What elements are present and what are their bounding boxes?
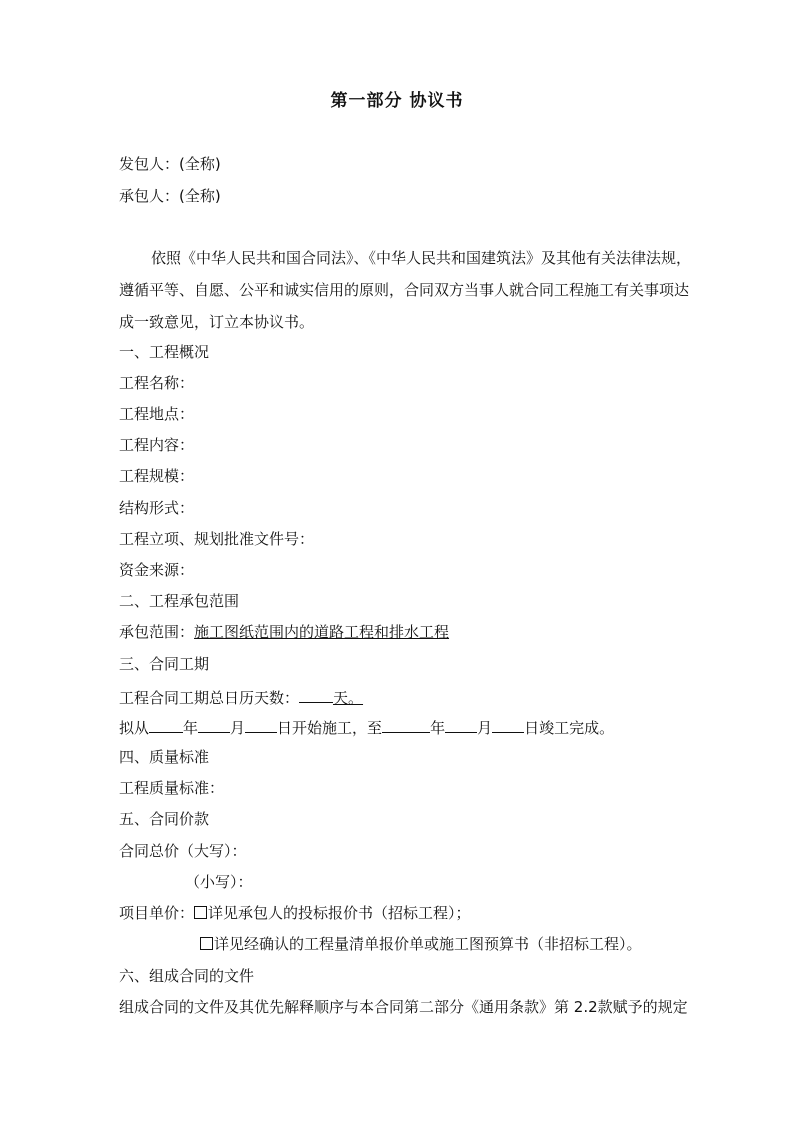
- schedule-text-year: 年: [183, 719, 199, 737]
- structure-label: 结构形式：: [119, 499, 195, 517]
- section2-heading: 二、工程承包范围: [119, 592, 240, 610]
- days-blank: [299, 686, 333, 703]
- project-scale-label: 工程规模：: [119, 467, 195, 485]
- page-title: 第一部分 协议书: [330, 91, 464, 111]
- funding-source-label: 资金来源：: [119, 561, 195, 579]
- scope-line: [119, 622, 449, 642]
- schedule-line: [119, 716, 614, 738]
- start-year-blank: [149, 716, 183, 733]
- schedule-text-month: 月: [230, 719, 246, 737]
- project-location-label: 工程地点：: [119, 405, 195, 423]
- contractor-line: 承包人：(全称): [119, 187, 221, 205]
- unit-price-label: 项目单价：: [119, 904, 195, 922]
- unit-price-option-2: 详见经确认的工程量清单报价单或施工图预算书（非招标工程）。: [214, 935, 642, 953]
- intro-line-1: 依照《中华人民共和国合同法》、《中华人民共和国建筑法》及其他有关法律法规，: [151, 249, 692, 267]
- schedule-text-start: 日开始施工，至: [277, 719, 383, 737]
- section1-heading: 一、工程概况: [119, 343, 210, 361]
- days-unit: 天。: [333, 689, 364, 707]
- checkbox-icon[interactable]: [194, 906, 207, 919]
- total-price-upper-label: 合同总价（大写）：: [119, 842, 247, 860]
- end-year-blank: [382, 716, 430, 733]
- unit-price-option-1: 详见承包人的投标报价书（招标工程）；: [208, 904, 471, 922]
- start-day-blank: [245, 716, 277, 733]
- intro-line-3: 成一致意见，订立本协议书。: [119, 313, 315, 331]
- total-days-label: 工程合同工期总日历天数：: [119, 689, 300, 707]
- scope-label: 承包范围：: [119, 623, 195, 641]
- project-content-label: 工程内容：: [119, 436, 195, 454]
- start-month-blank: [198, 716, 230, 733]
- scope-value: 施工图纸范围内的道路工程和排水工程: [194, 623, 450, 641]
- unit-price-line: [119, 903, 471, 923]
- schedule-text-year-2: 年: [430, 719, 446, 737]
- intro-line-2: 遵循平等、自愿、公平和诚实信用的原则，合同双方当事人就合同工程施工有关事项达: [119, 281, 690, 299]
- total-price-lower-label: （小写）：: [185, 873, 253, 891]
- project-name-label: 工程名称：: [119, 374, 195, 392]
- approval-number-label: 工程立项、规划批准文件号：: [119, 530, 315, 548]
- section3-heading: 三、合同工期: [119, 655, 210, 673]
- contract-documents-text: 组成合同的文件及其优先解释顺序与本合同第二部分《通用条款》第 2.2款赋予的规定: [119, 998, 688, 1016]
- schedule-text-from: 拟从: [119, 719, 150, 737]
- total-days-line: [119, 686, 363, 708]
- section6-heading: 六、组成合同的文件: [119, 967, 255, 985]
- checkbox-icon[interactable]: [200, 937, 213, 950]
- schedule-text-end: 日竣工完成。: [524, 719, 615, 737]
- section5-heading: 五、合同价款: [119, 810, 210, 828]
- end-month-blank: [445, 716, 477, 733]
- employer-line: 发包人：(全称): [119, 155, 221, 173]
- section4-heading: 四、质量标准: [119, 748, 210, 766]
- unit-price-option-2-line: [200, 934, 642, 954]
- quality-standard-label: 工程质量标准：: [119, 779, 225, 797]
- end-day-blank: [492, 716, 524, 733]
- schedule-text-month-2: 月: [477, 719, 493, 737]
